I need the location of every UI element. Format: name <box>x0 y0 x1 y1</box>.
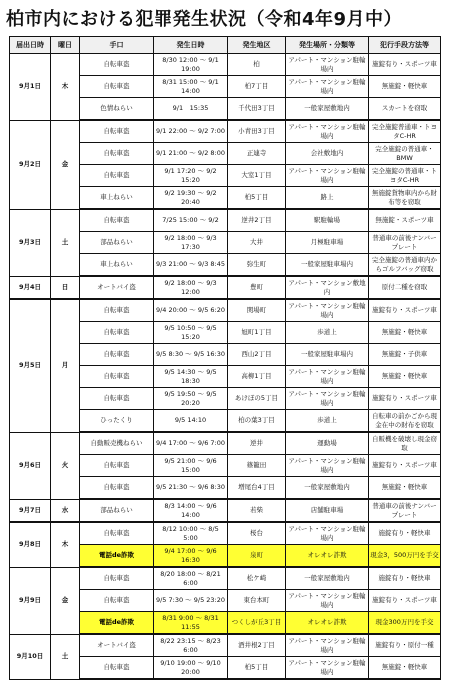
table-row <box>10 522 441 545</box>
district-cell: 若柴 <box>228 499 286 522</box>
method-cell: 完全施錠の普通車・BMW <box>369 143 441 165</box>
method-cell: スカートを窃取 <box>369 98 441 121</box>
occurrence-time-cell: 9/5 8:30 ～ 9/5 16:30 <box>154 344 228 366</box>
crime-type-cell: 自転車盗 <box>80 477 154 500</box>
method-cell: 自販機を破壊し現金窃取 <box>369 432 441 455</box>
district-cell: 旭町1丁目 <box>228 322 286 344</box>
header-method: 犯行手段方法等 <box>369 37 441 54</box>
location-cell: 会社敷地内 <box>286 143 369 165</box>
method-cell: 施錠有り・軽快車 <box>369 522 441 545</box>
crime-type-cell: 部品ねらい <box>80 232 154 254</box>
table-row <box>10 567 441 590</box>
method-cell: 普通車の前後ナンバープレート <box>369 499 441 522</box>
table-header-row <box>10 37 441 54</box>
district-cell: 柏7丁目 <box>228 76 286 98</box>
location-cell: 一般家屋敷地内 <box>286 477 369 500</box>
table-body <box>10 54 441 680</box>
district-cell: 逆井2丁目 <box>228 209 286 232</box>
header-location: 発生場所・分類等 <box>286 37 369 54</box>
location-cell: アパート・マンション駐輪場内 <box>286 388 369 410</box>
occurrence-time-cell: 9/2 19:30 ～ 9/2 20:40 <box>154 187 228 210</box>
district-cell: つくしが丘3丁目 <box>228 612 286 635</box>
occurrence-time-cell: 9/4 17:00 ～ 9/6 7:00 <box>154 432 228 455</box>
district-cell: 弥生町 <box>228 254 286 277</box>
method-cell: 施錠有り・スポーツ車 <box>369 299 441 322</box>
district-cell: 桜台 <box>228 522 286 545</box>
location-cell: オレオレ詐欺 <box>286 612 369 635</box>
table-row <box>10 432 441 455</box>
district-cell: 東台本町 <box>228 590 286 612</box>
occurrence-time-cell: 9/1 17:20 ～ 9/2 15:20 <box>154 165 228 187</box>
location-cell: アパート・マンション駐輪場内 <box>286 455 369 477</box>
crime-table <box>9 36 441 680</box>
weekday-cell: 木 <box>51 522 80 567</box>
weekday-cell: 土 <box>51 209 80 276</box>
table-row <box>10 120 441 143</box>
report-date-cell: 9月9日 <box>10 567 51 634</box>
weekday-cell: 金 <box>51 567 80 634</box>
crime-type-cell: 自転車盗 <box>80 455 154 477</box>
occurrence-time-cell: 9/5 19:50 ～ 9/5 20:20 <box>154 388 228 410</box>
crime-type-cell: 自転車盗 <box>80 165 154 187</box>
occurrence-time-cell: 8/12 10:00 ～ 8/5 5:00 <box>154 522 228 545</box>
location-cell: 一般家屋駐車場内 <box>286 254 369 277</box>
district-cell: 大井 <box>228 232 286 254</box>
table-row <box>10 54 441 76</box>
occurrence-time-cell: 9/2 18:00 ～ 9/3 17:30 <box>154 232 228 254</box>
crime-type-cell: 車上ねらい <box>80 254 154 277</box>
method-cell: 施錠有り・スポーツ車 <box>369 388 441 410</box>
occurrence-time-cell: 9/10 19:00 ～ 9/10 20:00 <box>154 657 228 680</box>
method-cell: 完全施錠の普通車・トヨタC-HR <box>369 165 441 187</box>
location-cell: 運動場 <box>286 432 369 455</box>
location-cell: アパート・マンション駐輪場内 <box>286 165 369 187</box>
location-cell: 一般家屋駐車場内 <box>286 344 369 366</box>
method-cell: 無施錠・軽快車 <box>369 76 441 98</box>
table-row <box>10 209 441 232</box>
weekday-cell: 木 <box>51 54 80 121</box>
district-cell: 逆井 <box>228 432 286 455</box>
occurrence-time-cell: 9/5 10:50 ～ 9/5 15:20 <box>154 322 228 344</box>
location-cell: 路上 <box>286 187 369 210</box>
location-cell: アパート・マンション駐輪場内 <box>286 634 369 657</box>
occurrence-time-cell: 9/5 21:30 ～ 9/6 8:30 <box>154 477 228 500</box>
crime-type-cell: 車上ねらい <box>80 187 154 210</box>
weekday-cell: 金 <box>51 120 80 209</box>
occurrence-time-cell: 9/5 7:30 ～ 9/5 23:20 <box>154 590 228 612</box>
district-cell: 酒井根2丁目 <box>228 634 286 657</box>
crime-type-cell: ひったくり <box>80 410 154 433</box>
method-cell: 施錠有り・スポーツ車 <box>369 54 441 76</box>
method-cell: 無施錠・軽快車 <box>369 366 441 388</box>
report-date-cell: 9月7日 <box>10 499 51 522</box>
district-cell: 西山2丁目 <box>228 344 286 366</box>
occurrence-time-cell: 9/5 21:00 ～ 9/6 15:00 <box>154 455 228 477</box>
crime-type-cell: 自転車盗 <box>80 209 154 232</box>
report-date-cell: 9月4日 <box>10 276 51 299</box>
occurrence-time-cell: 8/30 12:00 ～ 9/1 19:00 <box>154 54 228 76</box>
header-weekday: 曜日 <box>51 37 80 54</box>
crime-type-cell: オートバイ盗 <box>80 276 154 299</box>
district-cell: 高柳1丁目 <box>228 366 286 388</box>
location-cell: 店舗駐車場 <box>286 499 369 522</box>
occurrence-time-cell: 9/1 21:00 ～ 9/2 8:00 <box>154 143 228 165</box>
method-cell: 無施錠貨物車内から財布等を窃取 <box>369 187 441 210</box>
location-cell: 一般家屋敷地内 <box>286 567 369 590</box>
weekday-cell: 日 <box>51 276 80 299</box>
occurrence-time-cell: 9/1 22:00 ～ 9/2 7:00 <box>154 120 228 143</box>
header-report-date: 届出日時 <box>10 37 51 54</box>
method-cell: 普通車の前後ナンバープレート <box>369 232 441 254</box>
district-cell: 柏5丁目 <box>228 187 286 210</box>
crime-type-cell: 自転車盗 <box>80 54 154 76</box>
occurrence-time-cell: 8/20 18:00 ～ 8/21 6:00 <box>154 567 228 590</box>
occurrence-time-cell: 9/1 15:35 <box>154 98 228 121</box>
occurrence-time-cell: 9/4 20:00 ～ 9/5 6:20 <box>154 299 228 322</box>
crime-type-cell: 自転車盗 <box>80 388 154 410</box>
method-cell: 施錠有り・原付一種 <box>369 634 441 657</box>
location-cell: アパート・マンション駐輪場内 <box>286 76 369 98</box>
report-date-cell: 9月1日 <box>10 54 51 121</box>
weekday-cell: 火 <box>51 432 80 499</box>
table-row <box>10 299 441 322</box>
location-cell: 歩道上 <box>286 322 369 344</box>
location-cell: 駅駐輪場 <box>286 209 369 232</box>
crime-type-cell: 自転車盗 <box>80 120 154 143</box>
method-cell: 自転車の前かごから現金在中の財布を窃取 <box>369 410 441 433</box>
district-cell: 小青田3丁目 <box>228 120 286 143</box>
method-cell: 施錠有り・軽快車 <box>369 567 441 590</box>
crime-type-cell: 自転車盗 <box>80 590 154 612</box>
crime-type-cell: 自転車盗 <box>80 567 154 590</box>
method-cell: 現金3，500万円を手交 <box>369 545 441 568</box>
district-cell: 篠籠田 <box>228 455 286 477</box>
table-row <box>10 276 441 299</box>
district-cell: 関場町 <box>228 299 286 322</box>
location-cell: アパート・マンション駐輪場内 <box>286 522 369 545</box>
method-cell: 無施錠・子供車 <box>369 344 441 366</box>
crime-type-cell: 電話de詐欺 <box>80 612 154 635</box>
method-cell: 施錠有り・スポーツ車 <box>369 590 441 612</box>
occurrence-time-cell: 9/5 14:30 ～ 9/5 18:30 <box>154 366 228 388</box>
method-cell: 現金300万円を手交 <box>369 612 441 635</box>
table-row <box>10 499 441 522</box>
crime-type-cell: 自転車盗 <box>80 657 154 680</box>
location-cell: アパート・マンション駐輪場内 <box>286 299 369 322</box>
header-crime-type: 手口 <box>80 37 154 54</box>
occurrence-time-cell: 8/3 14:00 ～ 9/6 14:00 <box>154 499 228 522</box>
district-cell: 柏 <box>228 54 286 76</box>
weekday-cell: 月 <box>51 299 80 432</box>
method-cell: 無施錠・スポーツ車 <box>369 209 441 232</box>
crime-type-cell: 部品ねらい <box>80 499 154 522</box>
district-cell: 豊町 <box>228 276 286 299</box>
method-cell: 無施錠・軽快車 <box>369 657 441 680</box>
location-cell: 一般家屋敷地内 <box>286 98 369 121</box>
location-cell: 月極駐車場 <box>286 232 369 254</box>
district-cell: 柏の葉3丁目 <box>228 410 286 433</box>
occurrence-time-cell: 8/31 9:00 ～ 8/31 11:55 <box>154 612 228 635</box>
crime-type-cell: 自転車盗 <box>80 143 154 165</box>
method-cell: 無施錠・軽快車 <box>369 477 441 500</box>
district-cell: あけぼの5丁目 <box>228 388 286 410</box>
method-cell: 完全施錠の普通車内からゴルフバッグ窃取 <box>369 254 441 277</box>
crime-type-cell: 自転車盗 <box>80 76 154 98</box>
district-cell: 正連寺 <box>228 143 286 165</box>
method-cell: 施錠有り・スポーツ車 <box>369 455 441 477</box>
occurrence-time-cell: 9/3 21:00 ～ 9/3 8:45 <box>154 254 228 277</box>
method-cell: 完全施錠普通車・トヨタC-HR <box>369 120 441 143</box>
occurrence-time-cell: 9/5 14:10 <box>154 410 228 433</box>
header-district: 発生地区 <box>228 37 286 54</box>
occurrence-time-cell: 7/25 15:00 ～ 9/2 <box>154 209 228 232</box>
crime-type-cell: 自転車盗 <box>80 366 154 388</box>
location-cell: オレオレ詐欺 <box>286 545 369 568</box>
header-occurrence-time: 発生日時 <box>154 37 228 54</box>
report-date-cell: 9月6日 <box>10 432 51 499</box>
district-cell: 泉町 <box>228 545 286 568</box>
table-row <box>10 634 441 657</box>
crime-type-cell: 色情ねらい <box>80 98 154 121</box>
district-cell: 大室1丁目 <box>228 165 286 187</box>
crime-type-cell: 自転車盗 <box>80 522 154 545</box>
occurrence-time-cell: 8/22 23:15 ～ 8/23 6:00 <box>154 634 228 657</box>
report-date-cell: 9月8日 <box>10 522 51 567</box>
weekday-cell: 土 <box>51 634 80 679</box>
location-cell: アパート・マンション駐輪場内 <box>286 120 369 143</box>
occurrence-time-cell: 9/2 18:00 ～ 9/3 12:00 <box>154 276 228 299</box>
report-date-cell: 9月3日 <box>10 209 51 276</box>
crime-type-cell: 自動販売機ねらい <box>80 432 154 455</box>
district-cell: 松ケ崎 <box>228 567 286 590</box>
crime-type-cell: 自転車盗 <box>80 322 154 344</box>
district-cell: 柏5丁目 <box>228 657 286 680</box>
location-cell: アパート・マンション敷地内 <box>286 276 369 299</box>
occurrence-time-cell: 8/31 15:00 ～ 9/1 14:00 <box>154 76 228 98</box>
method-cell: 原付二種を窃取 <box>369 276 441 299</box>
crime-type-cell: オートバイ盗 <box>80 634 154 657</box>
crime-type-cell: 自転車盗 <box>80 299 154 322</box>
weekday-cell: 水 <box>51 499 80 522</box>
location-cell: アパート・マンション駐輪場内 <box>286 54 369 76</box>
method-cell: 無施錠・軽快車 <box>369 322 441 344</box>
district-cell: 千代田3丁目 <box>228 98 286 121</box>
report-date-cell: 9月5日 <box>10 299 51 432</box>
location-cell: アパート・マンション駐輪場内 <box>286 590 369 612</box>
report-date-cell: 9月2日 <box>10 120 51 209</box>
page-title: 柏市内における犯罪発生状況（令和4年9月中） <box>6 9 403 30</box>
report-date-cell: 9月10日 <box>10 634 51 679</box>
crime-type-cell: 電話de詐欺 <box>80 545 154 568</box>
location-cell: アパート・マンション駐輪場内 <box>286 366 369 388</box>
crime-type-cell: 自転車盗 <box>80 344 154 366</box>
district-cell: 増尾台4丁目 <box>228 477 286 500</box>
location-cell: アパート・マンション駐輪場内 <box>286 657 369 680</box>
location-cell: 歩道上 <box>286 410 369 433</box>
occurrence-time-cell: 9/4 17:00 ～ 9/6 16:30 <box>154 545 228 568</box>
